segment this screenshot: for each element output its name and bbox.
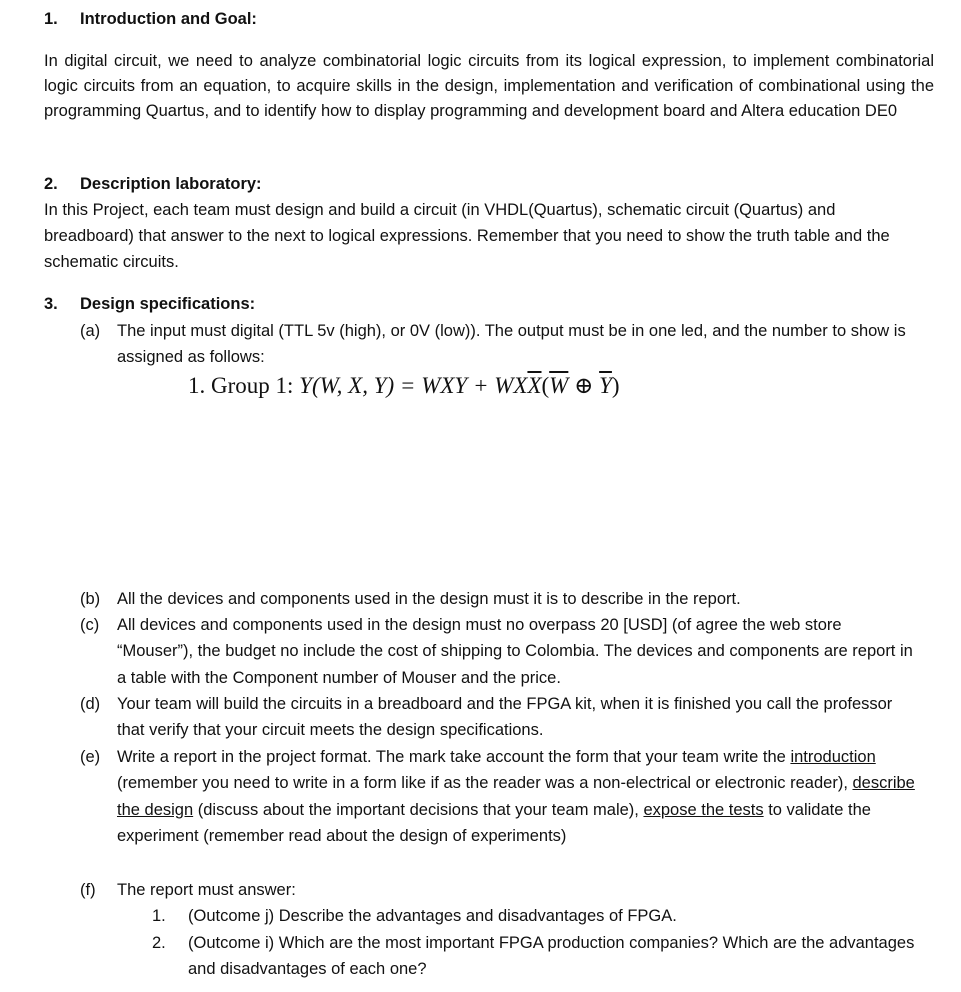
spec-item-a [80, 318, 920, 371]
section-3-number: 3. [44, 295, 58, 313]
spec-item-e-text [117, 744, 920, 849]
section-1-heading [44, 7, 934, 32]
section-3-title: Design specifications: [80, 295, 256, 313]
group-1-equation [188, 370, 620, 402]
spec-item-e-label: (e) [80, 748, 101, 766]
section-1-title: Introduction and Goal: [80, 10, 257, 28]
spec-item-c-label: (c) [80, 616, 100, 634]
spec-item-a-text: The input must digital (TTL 5v (high), or 0V (low)). The output must be in one led, and the number to show is assigned as follows: [117, 322, 906, 367]
section-2-body: In this Project, each team must design and build a circuit (in VHDL(Quartus), schematic circuit (Quartus) and breadboard) that answer to the next to logical expressions. Remember that you need to show the truth table and the schematic circuits. [44, 201, 890, 271]
spec-item-e-part-2: (remember you need to write in a form like if as the reader was a non-electrical or electronic reader), [117, 774, 853, 793]
outcome-item-2-number: 2. [152, 934, 166, 952]
spec-item-c [80, 612, 920, 691]
spec-item-b [80, 586, 920, 612]
spec-item-a-label: (a) [80, 322, 101, 340]
spec-item-b-text: All the devices and components used in the design must it is to describe in the report. [117, 590, 741, 608]
outcome-item-2-text: (Outcome i) Which are the most important FPGA production companies? Which are the advantages and disadvantages of each one? [188, 934, 915, 979]
equation-xor: ⊕ [568, 373, 600, 398]
outcome-item-1-text: (Outcome j) Describe the advantages and disadvantages of FPGA. [188, 907, 677, 925]
outcome-list-item [152, 903, 922, 929]
spec-item-e-part-4: to validate the experiment (remember read about the design of experiments) [117, 800, 871, 845]
spec-item-e-part-3: (discuss about the important decisions that your team male), [193, 800, 644, 819]
spec-item-b-label: (b) [80, 590, 101, 608]
equation-x-bar: $\overline{X}$ [527, 373, 542, 398]
section-2-heading [44, 172, 934, 197]
spec-item-d-text: Your team will build the circuits in a breadboard and the FPGA kit, when it is finished you call the professor that verify that your circuit meets the design specifications. [117, 695, 893, 740]
equation-close-paren: ) [611, 373, 620, 398]
equation-term-1: WXY + WX [421, 373, 528, 398]
section-1-number: 1. [44, 10, 58, 28]
spec-item-d-label: (d) [80, 695, 101, 713]
spec-item-f [80, 877, 920, 903]
equation-prefix: 1. Group 1: [188, 373, 300, 398]
section-3-heading [44, 292, 934, 317]
underlined-describe-the-design: describe the design [117, 774, 915, 819]
spec-item-f-text: The report must answer: [117, 881, 296, 899]
underlined-expose-the-tests: expose the tests [643, 800, 764, 819]
spec-item-e-part-1: Write a report in the project format. The mark take account the form that your team write the [117, 748, 791, 766]
spec-item-e [80, 744, 920, 849]
equation-w-bar: $\overline{W}$ [549, 373, 569, 398]
underlined-introduction: introduction [790, 748, 876, 766]
spec-item-d [80, 691, 920, 744]
outcome-item-1-number: 1. [152, 907, 166, 925]
spec-item-f-label: (f) [80, 881, 96, 899]
equation-open-paren: ( [541, 373, 550, 398]
section-2-number: 2. [44, 175, 58, 193]
section-1-body: In digital circuit, we need to analyze combinatorial logic circuits from its logical expression, to implement combinatorial logic circuits from an equation, to acquire skills in the design, implementation and verification of combinational using the programming Quartus, and to identify how to display programming and development board and Altera education DE0 [44, 52, 934, 120]
equation-y-bar: $\overline{Y}$ [599, 373, 612, 398]
equation-lhs: Y(W, X, Y) = [299, 373, 422, 398]
spec-item-c-text: All devices and components used in the design must no overpass 20 [USD] (of agree the web store “Mouser”), the budget no include the cost of shipping to Colombia. The devices and components are report in a table with the Component number of Mouser and the price. [117, 616, 913, 687]
section-2-title: Description laboratory: [80, 175, 262, 193]
outcome-list-item [152, 930, 922, 983]
